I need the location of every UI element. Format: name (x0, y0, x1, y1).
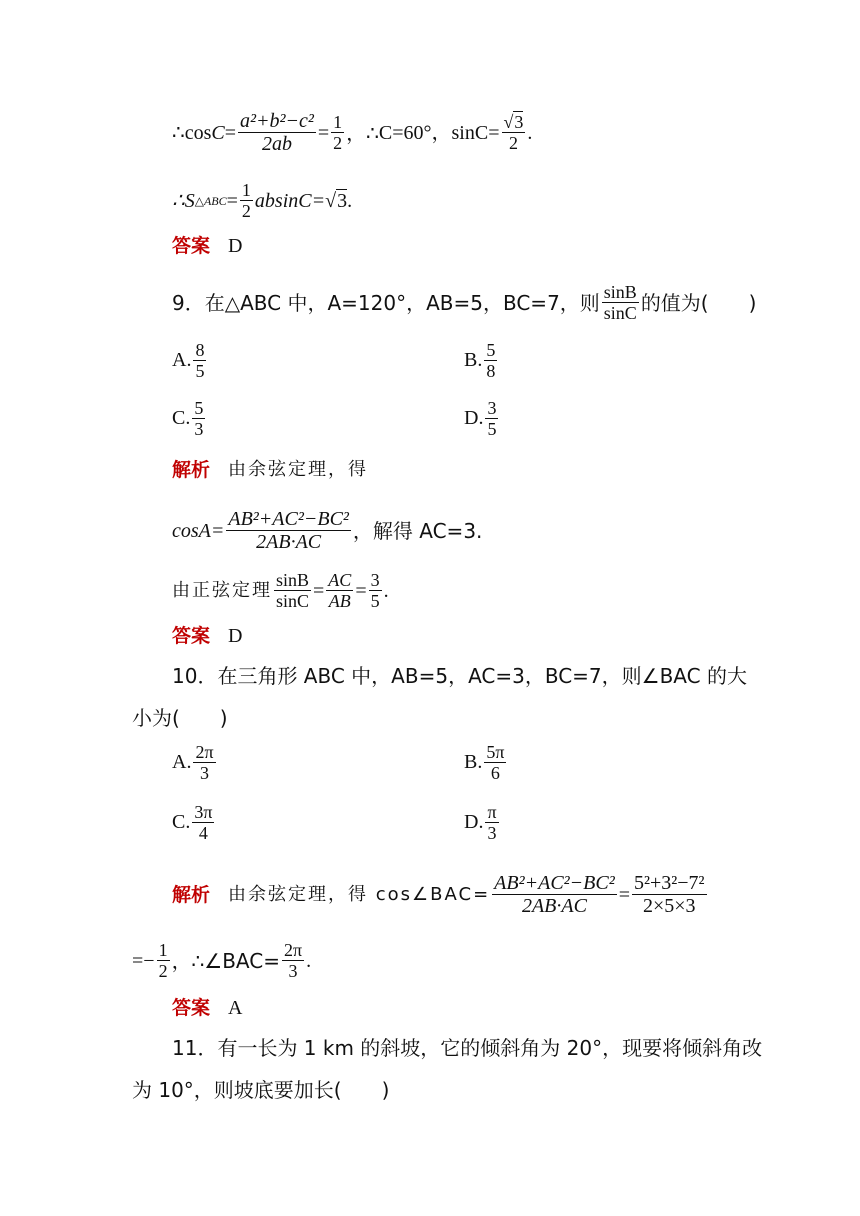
neg-prefix: =− (132, 949, 155, 972)
answer-value: D (228, 235, 243, 257)
c-60-text: C=60°，sin (378, 121, 475, 144)
denominator: 2AB·AC (256, 531, 322, 553)
numerator: AC (328, 570, 352, 590)
denominator: 5 (195, 361, 205, 381)
answer-value: D (228, 625, 243, 647)
analysis-tag: 解析 (172, 459, 211, 481)
numerator: π (487, 802, 497, 822)
numerator: sinB (603, 282, 637, 302)
period: . (527, 121, 533, 144)
radicand: 3 (514, 112, 524, 132)
denominator: 2 (158, 961, 168, 981)
analysis-tag: 解析 (172, 883, 211, 906)
q10-option-c[interactable] (172, 802, 216, 843)
therefore-sep: ，∴ (346, 120, 379, 145)
sqrt-symbol: √3 (503, 112, 524, 132)
denominator: 5 (487, 419, 497, 439)
option-fraction (193, 340, 206, 381)
cos-fraction (492, 872, 617, 917)
analysis-text: 由余弦定理，得 (228, 459, 369, 480)
denominator: AB (328, 591, 351, 611)
sqrt3-over-2 (502, 112, 526, 153)
denominator: 2 (508, 133, 518, 153)
q10-result: =− $\frac{1}{2}$ ，∴∠BAC= $\frac{2\pi}{3}$ . (132, 940, 312, 981)
numerator: AB²+AC²−BC² (228, 508, 349, 530)
q10-stem-line1: 10．在三角形 ABC 中，AB=5，AC=3，BC=7，则∠BAC 的大 (172, 664, 747, 688)
option-letter: C. (172, 407, 191, 429)
q9-option-d[interactable] (464, 398, 500, 439)
q10-stem-line2: 小为( ) (132, 706, 228, 730)
answer-tag: 答案 (172, 997, 211, 1019)
result-fraction (282, 940, 304, 981)
denominator: 3 (194, 419, 204, 439)
q11-stem-line1: 11．有一长为 1 km 的斜坡，它的倾斜角为 20°，现要将倾斜角改 (172, 1036, 763, 1060)
q9-answer (172, 622, 242, 650)
option-letter: A. (172, 751, 192, 773)
answer-tag: 答案 (172, 235, 211, 257)
sine-fraction-3 (369, 570, 382, 611)
numerator: 1 (158, 940, 168, 960)
cosC-derivation (172, 110, 532, 155)
option-letter: C. (172, 811, 191, 833)
denominator: 4 (198, 823, 208, 843)
q11-stem-line2: 为 10°，则坡底要加长( ) (132, 1078, 390, 1102)
half-fraction (331, 112, 344, 153)
q9-sin-fraction (602, 282, 639, 323)
denominator: 2 (241, 201, 251, 221)
option-fraction (192, 398, 205, 439)
q10-answer (172, 994, 242, 1022)
q9-option-b[interactable] (464, 340, 499, 381)
q10-option-a[interactable] (172, 742, 218, 783)
denominator: 8 (486, 361, 496, 381)
numerator: 3 (370, 570, 380, 590)
option-fraction (484, 340, 497, 381)
numerator: 5 (194, 398, 204, 418)
sqrt-symbol: √3 (325, 189, 348, 212)
therefore-symbol: ∴ (172, 121, 185, 144)
radicand: 3 (337, 189, 348, 212)
cos-fraction (238, 110, 316, 155)
period: . (347, 189, 353, 212)
area-prefix: ∴S (172, 189, 195, 212)
denominator: sinC (603, 303, 637, 323)
answer-tag: 答案 (172, 625, 211, 647)
option-letter: D. (464, 407, 484, 429)
numerator: 1 (241, 180, 251, 200)
sine-prefix: 由正弦定理 (172, 579, 272, 601)
q9-option-a[interactable] (172, 340, 208, 381)
area-derivation: ∴S △ABC = $\frac{1}{2}$ absinC= √3 . (172, 180, 353, 221)
q10-option-d[interactable] (464, 802, 501, 843)
numerator: 2π (195, 742, 214, 762)
numerator: sinB (276, 570, 310, 590)
cos-label: cos (184, 121, 212, 144)
numerator: 3π (194, 802, 213, 822)
option-fraction (485, 398, 498, 439)
q9-stem (172, 282, 756, 323)
denominator: 3 (200, 763, 209, 783)
option-letter: A. (172, 349, 192, 371)
option-letter: B. (464, 349, 483, 371)
denominator: 3 (288, 961, 298, 981)
cos-numerator: a²+b²−c² (240, 110, 314, 132)
option-fraction (192, 802, 214, 843)
numeric-fraction (632, 872, 707, 917)
q10-option-b[interactable] (464, 742, 508, 783)
equals: = (317, 121, 330, 144)
q10-analysis: 解析 由余弦定理，得 cos∠BAC= $\frac{\text{AB²+AC²−BC²}}{2AB\cdot AC}$ = $\frac{\text{5²+3²−7²}}{2\times 5\times 3}$ (172, 872, 705, 917)
cosA-tail: ，解得 AC=3. (352, 518, 483, 543)
neg-half (157, 940, 170, 981)
denominator: 2×5×3 (642, 895, 696, 917)
half-denominator: 2 (333, 133, 343, 153)
denominator: 3 (487, 823, 497, 843)
denominator: 5 (370, 591, 380, 611)
half-fraction (240, 180, 253, 221)
angle-c: C (211, 121, 225, 144)
q9-stem-text: 9．在△ABC 中，A=120°，AB=5，BC=7，则 (172, 290, 600, 315)
denominator: 2AB·AC (521, 895, 587, 917)
sine-fraction-2 (326, 570, 353, 611)
q9-tail: 的值为( ) (640, 290, 757, 315)
equals: = (226, 189, 238, 212)
numerator: 8 (195, 340, 205, 360)
sine-fraction-1 (274, 570, 311, 611)
equals: = (224, 121, 237, 144)
option-fraction (484, 742, 506, 783)
option-fraction (485, 802, 498, 843)
numerator: AB²+AC²−BC² (494, 872, 615, 894)
cosA-fraction (226, 508, 351, 553)
analysis-text: 由余弦定理，得 cos∠BAC= (228, 883, 491, 905)
cosA-prefix: cosA= (172, 519, 225, 542)
option-letter: D. (464, 811, 484, 833)
answer-value: A (228, 997, 243, 1019)
numerator: 5²+3²−7² (633, 872, 705, 894)
answer-line (172, 232, 242, 260)
numerator: 3 (487, 398, 497, 418)
option-letter: B. (464, 751, 483, 773)
q9-cosA (172, 508, 482, 553)
q9-analysis (172, 456, 368, 484)
numerator: 5π (486, 742, 505, 762)
area-mid: absinC= (254, 189, 326, 212)
q9-option-c[interactable] (172, 398, 207, 439)
denominator: sinC (276, 591, 310, 611)
numerator: 5 (486, 340, 496, 360)
cos-denominator: 2ab (261, 133, 292, 155)
half-numerator: 1 (333, 112, 343, 132)
numerator: 2π (284, 940, 303, 960)
option-fraction (193, 742, 215, 783)
denominator: 6 (490, 763, 500, 783)
sinc-eq: C= (474, 121, 500, 144)
result-mid: ，∴∠BAC= (171, 948, 280, 973)
q9-sine-law: 由正弦定理 $\frac{\sin B}{\sin C}$ = $\frac{AC}{AB}$ = $\frac{3}{5}$ . (172, 570, 389, 611)
